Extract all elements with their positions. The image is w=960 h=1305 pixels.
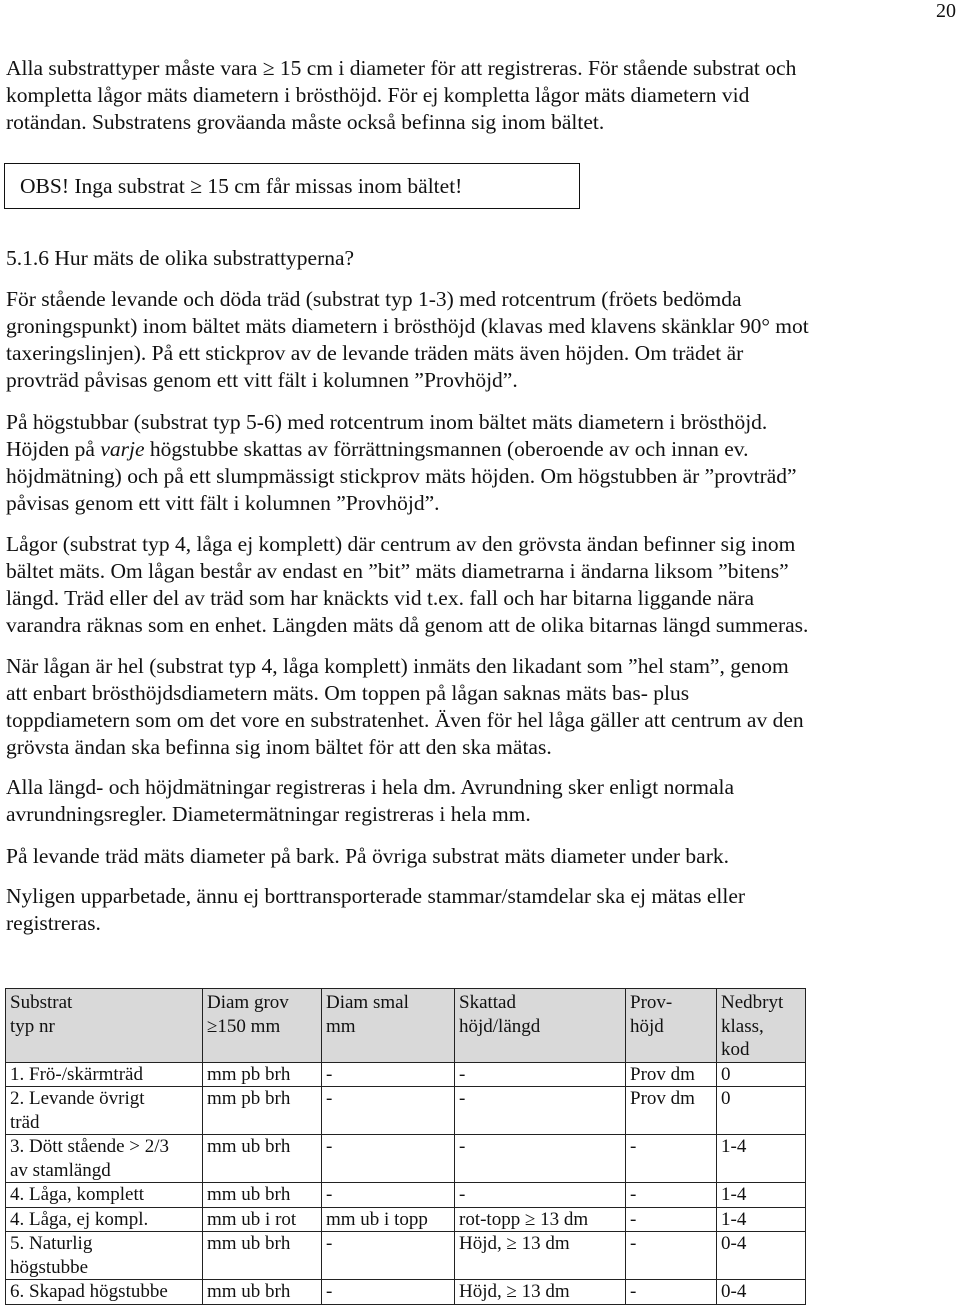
cell-skattad <box>455 1207 626 1232</box>
cell-line: - <box>459 1088 466 1109</box>
cell-line: - <box>630 1281 637 1302</box>
paragraph-high-stumps <box>6 409 956 517</box>
obs-notice-text <box>20 173 560 200</box>
cell-line: 1-4 <box>721 1184 747 1205</box>
cell-line: Prov- <box>630 992 673 1013</box>
cell-line: mm ub i topp <box>326 1208 428 1230</box>
cell-line: Diam grov <box>207 992 289 1013</box>
header-cell-provhojd <box>626 989 717 1063</box>
cell-substrate-type <box>6 1207 203 1232</box>
cell-provhojd <box>626 1280 717 1305</box>
cell-nedbryt <box>717 1062 806 1087</box>
text-line: För stående levande och döda träd (substrat typ 1-3) med rotcentrum (fröets bedömda <box>6 287 742 311</box>
paragraph-standing-trees <box>6 286 956 394</box>
table-row <box>6 1062 806 1087</box>
text-line: När lågan är hel (substrat typ 4, låga komplett) inmäts den likadant som ”hel stam”, genom <box>6 654 789 678</box>
cell-line: höjd <box>630 1015 664 1037</box>
cell-provhojd <box>626 1232 717 1280</box>
table-header-row <box>6 989 806 1063</box>
cell-line: - <box>326 1233 333 1254</box>
cell-line: ≥150 mm <box>207 1015 281 1037</box>
substrate-table <box>5 988 806 1305</box>
cell-line: - <box>630 1184 637 1205</box>
table-row <box>6 1135 806 1183</box>
text-line: registreras. <box>6 911 101 935</box>
cell-line: av stamlängd <box>10 1159 111 1181</box>
cell-skattad <box>455 1232 626 1280</box>
cell-substrate-type <box>6 1232 203 1280</box>
header-cell-substrate <box>6 989 203 1063</box>
cell-provhojd <box>626 1183 717 1208</box>
header-cell-diam-grov <box>203 989 322 1063</box>
text-line: OBS! Inga substrat ≥ 15 cm får missas inom bältet! <box>20 174 463 198</box>
cell-diam-smal <box>322 1062 455 1087</box>
cell-substrate-type <box>6 1062 203 1087</box>
cell-diam-grov <box>203 1135 322 1183</box>
cell-line: - <box>459 1063 466 1085</box>
cell-line: 0-4 <box>721 1281 747 1302</box>
header-cell-nedbryt <box>717 989 806 1063</box>
cell-line: - <box>326 1063 333 1085</box>
cell-substrate-type <box>6 1183 203 1208</box>
text-line: bältet mäts. Om lågan består av endast en ”bit” mäts diametrarna i ändarna liksom ”bitens” <box>6 559 789 583</box>
emphasis-text: varje <box>100 437 145 461</box>
cell-diam-grov <box>203 1183 322 1208</box>
text-line: toppdiametern som om det vore en substratenhet. Även för hel låga gäller att centrum av den <box>6 708 804 732</box>
cell-line: 2. Levande övrigt <box>10 1088 145 1109</box>
cell-line: Höjd, ≥ 13 dm <box>459 1281 570 1302</box>
cell-diam-grov <box>203 1232 322 1280</box>
cell-line: 4. Låga, ej kompl. <box>10 1208 149 1230</box>
cell-line: mm pb brh <box>207 1088 291 1109</box>
cell-provhojd <box>626 1062 717 1087</box>
cell-line: Nedbryt <box>721 992 784 1013</box>
cell-line: 0 <box>721 1088 731 1109</box>
cell-line: - <box>326 1184 333 1205</box>
obs-notice-box <box>4 163 580 209</box>
cell-substrate-type <box>6 1087 203 1135</box>
cell-line: 1. Frö-/skärmträd <box>10 1063 143 1085</box>
cell-line: Diam smal <box>326 992 409 1013</box>
cell-diam-smal <box>322 1280 455 1305</box>
cell-line: 1-4 <box>721 1208 747 1230</box>
paragraph-rounding <box>6 774 956 828</box>
cell-line: Substrat <box>10 992 73 1013</box>
table-row <box>6 1232 806 1280</box>
text-line: att enbart brösthöjdsdiametern mäts. Om toppen på lågan saknas mäts bas- plus <box>6 681 690 705</box>
text-line: rotändan. Substratens groväanda måste också befinna sig inom bältet. <box>6 110 605 134</box>
text-line: På levande träd mäts diameter på bark. På övriga substrat mäts diameter under bark. <box>6 844 729 868</box>
cell-substrate-type <box>6 1135 203 1183</box>
cell-line: 1-4 <box>721 1136 747 1157</box>
cell-line: mm ub brh <box>207 1281 291 1302</box>
cell-line: - <box>459 1136 466 1157</box>
cell-provhojd <box>626 1135 717 1183</box>
cell-line: 5. Naturlig <box>10 1233 93 1254</box>
cell-line: Höjd, ≥ 13 dm <box>459 1233 570 1254</box>
cell-line: - <box>326 1281 333 1302</box>
paragraph-harvested <box>6 883 956 937</box>
header-cell-skattad <box>455 989 626 1063</box>
text-line: kompletta lågor mäts diametern i brösthöjd. För ej kompletta lågor mäts diametern vid <box>6 83 750 107</box>
cell-nedbryt <box>717 1280 806 1305</box>
cell-diam-grov <box>203 1062 322 1087</box>
cell-line: 0 <box>721 1063 731 1085</box>
cell-line: höjd/längd <box>459 1015 541 1037</box>
cell-line: 3. Dött stående > 2/3 <box>10 1136 169 1157</box>
text-line: Lågor (substrat typ 4, låga ej komplett) där centrum av den grövsta ändan befinner sig inom <box>6 532 796 556</box>
cell-line: - <box>326 1136 333 1157</box>
cell-nedbryt <box>717 1135 806 1183</box>
heading-text: 5.1.6 Hur mäts de olika substrattyperna? <box>6 246 355 270</box>
cell-diam-smal <box>322 1207 455 1232</box>
table-body <box>6 1062 806 1304</box>
cell-line: mm <box>326 1015 356 1037</box>
text-line: påvisas genom ett vitt fält i kolumnen ”Provhöjd”. <box>6 491 440 515</box>
cell-diam-grov <box>203 1280 322 1305</box>
cell-skattad <box>455 1183 626 1208</box>
text-line: Alla längd- och höjdmätningar registreras i hela dm. Avrundning sker enligt normala <box>6 775 735 799</box>
cell-line: klass, <box>721 1015 764 1037</box>
page-number: 20 <box>936 0 956 22</box>
text-line: taxeringslinjen). På ett stickprov av de levande träden mäts även höjden. Om trädet är <box>6 341 744 365</box>
text-line: På högstubbar (substrat typ 5-6) med rotcentrum inom bältet mäts diametern i brösthöjd. <box>6 410 768 434</box>
table-row <box>6 1280 806 1305</box>
cell-line: mm ub brh <box>207 1136 291 1157</box>
cell-line: Skattad <box>459 992 516 1013</box>
text-line: avrundningsregler. Diametermätningar registreras i hela mm. <box>6 802 531 826</box>
text-line: provträd påvisas genom ett vitt fält i kolumnen ”Provhöjd”. <box>6 368 518 392</box>
cell-diam-grov <box>203 1087 322 1135</box>
paragraph-diameter-rule <box>6 55 956 136</box>
cell-skattad <box>455 1087 626 1135</box>
text-line: groningspunkt) inom bältet mäts diametern i brösthöjd (klavas med klavens skänklar 90° mot <box>6 314 809 338</box>
text-line: Nyligen upparbetade, ännu ej borttransporterade stammar/stamdelar ska ej mätas eller <box>6 884 746 908</box>
cell-diam-smal <box>322 1087 455 1135</box>
cell-line: 4. Låga, komplett <box>10 1184 145 1205</box>
cell-line: - <box>630 1136 637 1157</box>
text-line: Höjden på varje högstubbe skattas av förrättningsmannen (oberoende av och innan ev. <box>6 437 749 461</box>
cell-line: - <box>630 1208 637 1230</box>
cell-substrate-type <box>6 1280 203 1305</box>
cell-line: 0-4 <box>721 1233 747 1254</box>
cell-line: träd <box>10 1111 40 1133</box>
cell-nedbryt <box>717 1232 806 1280</box>
cell-line: typ nr <box>10 1015 55 1037</box>
section-heading <box>6 245 956 272</box>
text-line: Alla substrattyper måste vara ≥ 15 cm i diameter för att registreras. För stående substrat och <box>6 56 797 80</box>
cell-line: Prov dm <box>630 1088 695 1109</box>
table-row <box>6 1207 806 1232</box>
cell-line: - <box>630 1233 637 1254</box>
cell-nedbryt <box>717 1087 806 1135</box>
cell-provhojd <box>626 1087 717 1135</box>
cell-line: mm ub i rot <box>207 1208 297 1230</box>
cell-line: kod <box>721 1039 750 1060</box>
cell-nedbryt <box>717 1183 806 1208</box>
cell-line: rot-topp ≥ 13 dm <box>459 1208 589 1230</box>
cell-diam-smal <box>322 1232 455 1280</box>
text-line: höjdmätning) och på ett slumpmässigt stickprov mäts höjden. Om högstubben är ”provträd” <box>6 464 797 488</box>
cell-line: mm ub brh <box>207 1233 291 1254</box>
paragraph-complete-logs <box>6 653 956 761</box>
cell-diam-smal <box>322 1183 455 1208</box>
cell-line: Prov dm <box>630 1063 695 1085</box>
cell-line: mm ub brh <box>207 1184 291 1205</box>
cell-skattad <box>455 1135 626 1183</box>
paragraph-logs <box>6 531 956 639</box>
cell-diam-grov <box>203 1207 322 1232</box>
cell-line: högstubbe <box>10 1256 89 1278</box>
cell-line: 6. Skapad högstubbe <box>10 1281 168 1302</box>
table-row <box>6 1183 806 1208</box>
text-line: längd. Träd eller del av träd som har knäckts vid t.ex. fall och har bitarna liggande nära <box>6 586 755 610</box>
cell-line: mm pb brh <box>207 1063 291 1085</box>
cell-line: - <box>326 1088 333 1109</box>
cell-skattad <box>455 1062 626 1087</box>
cell-diam-smal <box>322 1135 455 1183</box>
cell-provhojd <box>626 1207 717 1232</box>
paragraph-bark <box>6 843 956 870</box>
text-line: varandra räknas som en enhet. Längden mäts då genom att de olika bitarnas längd summeras. <box>6 613 809 637</box>
text-line: grövsta ändan ska befinna sig inom bältet för att den ska mätas. <box>6 735 552 759</box>
cell-nedbryt <box>717 1207 806 1232</box>
table-row <box>6 1087 806 1135</box>
cell-line: - <box>459 1184 466 1205</box>
header-cell-diam-smal <box>322 989 455 1063</box>
cell-skattad <box>455 1280 626 1305</box>
